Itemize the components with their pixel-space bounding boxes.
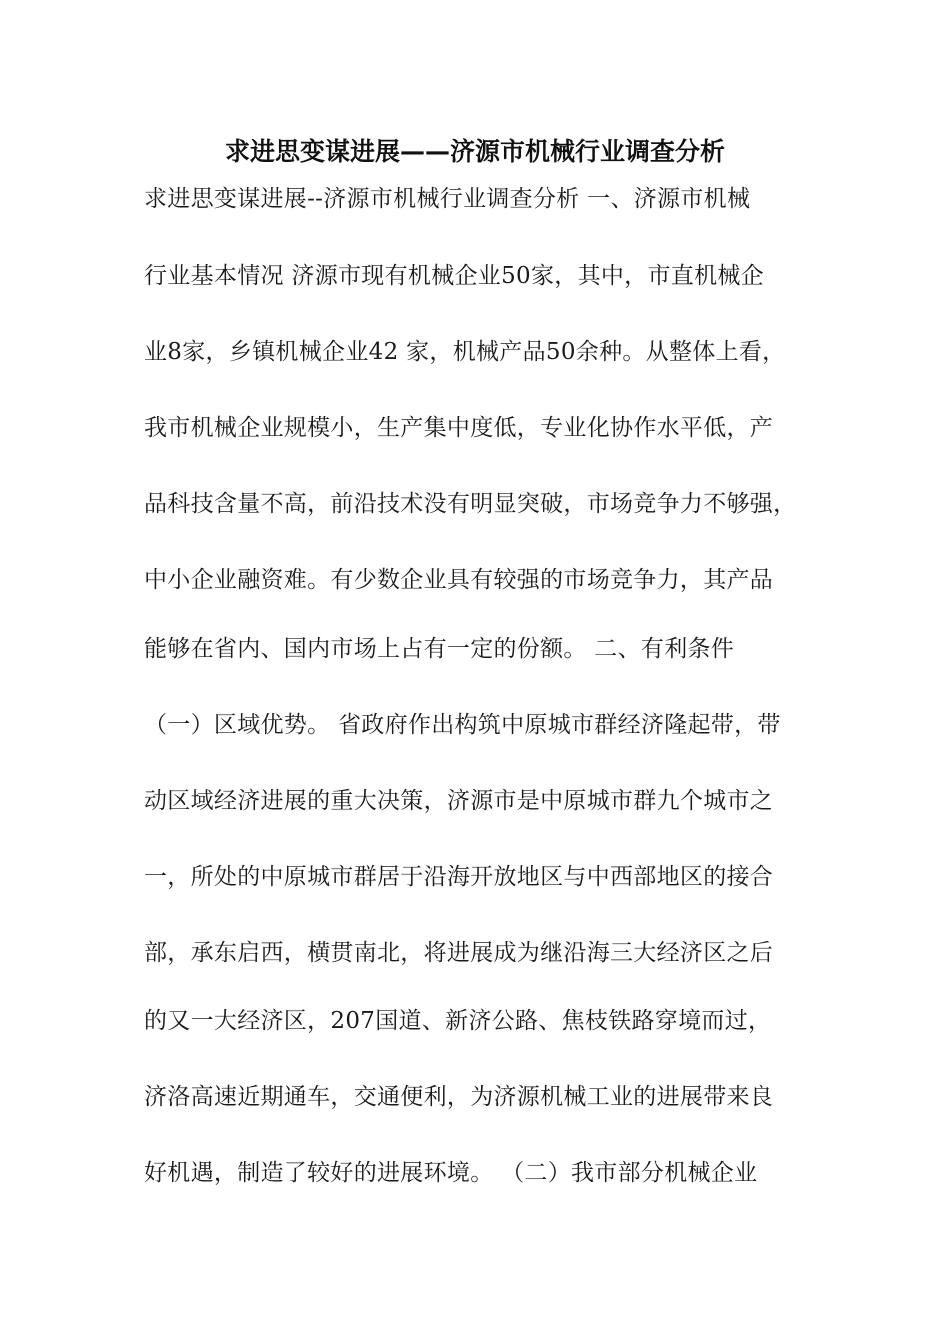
body-line-14: 好机遇，制造了较好的进展环境。 （二）我市部分机械企业 (144, 1160, 758, 1186)
body-line-2: 行业基本情况 济源市现有机械企业50家，其中，市直机械企 (144, 263, 764, 289)
body-line-5: 品科技含量不高，前沿技术没有明显突破，市场竞争力不够强， (144, 491, 797, 517)
body-line-8: （一）区域优势。 省政府作出构筑中原城市群经济隆起带，带 (144, 712, 781, 738)
body-line-3: 业8家，乡镇机械企业42 家，机械产品50余种。从整体上看， (144, 339, 786, 365)
body-line-11: 部，承东启西，横贯南北，将进展成为继沿海三大经济区之后 (144, 940, 774, 966)
body-line-10: 一，所处的中原城市群居于沿海开放地区与中西部地区的接合 (144, 864, 774, 890)
body-line-9: 动区域经济进展的重大决策，济源市是中原城市群九个城市之 (144, 788, 774, 814)
body-line-7: 能够在省内、国内市场上占有一定的份额。 二、有利条件 (144, 636, 735, 662)
document-title: 求进思变谋进展——济源市机械行业调查分析 (224, 137, 725, 166)
body-line-1: 求进思变谋进展--济源市机械行业调查分析 一、济源市机械 (144, 186, 751, 212)
body-line-12: 的又一大经济区，207国道、新济公路、焦枝铁路穿境而过， (144, 1008, 772, 1034)
body-line-13: 济洛高速近期通车，交通便利，为济源机械工业的进展带来良 (144, 1084, 774, 1110)
body-line-6: 中小企业融资难。有少数企业具有较强的市场竞争力，其产品 (144, 567, 774, 593)
body-line-4: 我市机械企业规模小，生产集中度低，专业化协作水平低，产 (144, 415, 774, 441)
